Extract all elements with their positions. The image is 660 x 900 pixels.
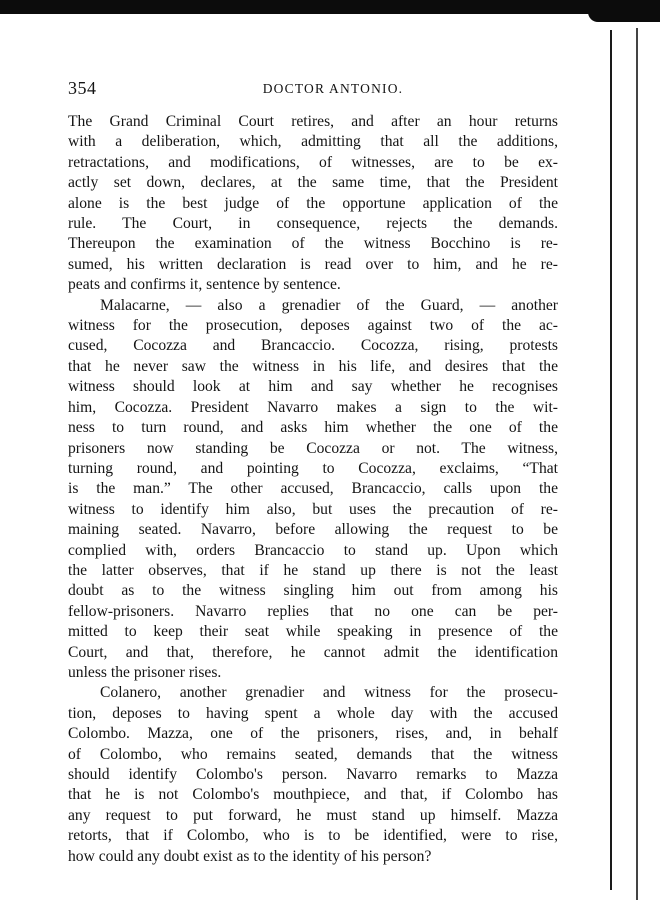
text-line: witness to identify him also, but uses the precaution of re-: [68, 500, 558, 518]
scan-top-corner: [588, 0, 660, 22]
text-line: complied with, orders Brancaccio to stand up. Upon which: [68, 541, 558, 559]
text-line: Court, and that, therefore, he cannot admit the identification: [68, 643, 558, 661]
text-line: any request to put forward, he must stand up himself. Mazza: [68, 806, 558, 824]
text-line: how could any doubt exist as to the identity of his person?: [68, 847, 432, 865]
text-line: turning round, and pointing to Cocozza, exclaims, “That: [68, 459, 558, 477]
text-line: of Colombo, who remains seated, demands that the witness: [68, 745, 558, 763]
text-line: that he is not Colombo's mouthpiece, and that, if Colombo has: [68, 786, 558, 804]
text-line: maining seated. Navarro, before allowing the request to be: [68, 521, 558, 539]
page-number: 354: [68, 78, 97, 98]
text-line: retorts, that if Colombo, who is to be identified, were to rise,: [68, 827, 558, 845]
running-title: DOCTOR ANTONIO.: [262, 81, 404, 96]
text-line: peats and confirms it, sentence by sentence.: [68, 276, 341, 294]
text-line: mitted to keep their seat while speaking in presence of the: [68, 623, 558, 641]
text-line: the latter observes, that if he stand up there is not the least: [68, 561, 558, 579]
text-line: him, Cocozza. President Navarro makes a sign to the wit-: [68, 398, 558, 416]
text-line: witness should look at him and say whether he recognises: [68, 378, 558, 396]
text-line: cused, Cocozza and Brancaccio. Cocozza, rising, protests: [68, 337, 558, 355]
text-line: Malacarne, — also a grenadier of the Guard, — another: [100, 296, 558, 314]
text-line: doubt as to the witness singling him out from among his: [68, 582, 558, 600]
text-line: sumed, his written declaration is read over to him, and he re-: [68, 255, 558, 273]
text-line: rule. The Court, in consequence, rejects the demands.: [68, 215, 558, 233]
book-page: [68, 78, 558, 867]
text-line: unless the prisoner rises.: [68, 663, 222, 681]
text-line: tion, deposes to having spent a whole day with the accused: [68, 704, 558, 722]
running-head: [68, 78, 558, 104]
text-line: should identify Colombo's person. Navarro remarks to Mazza: [68, 766, 558, 783]
scan-top-border: [0, 0, 660, 14]
text-line: prisoners now standing be Cocozza or not. The witness,: [68, 439, 558, 457]
text-line: with a deliberation, which, admitting that all the additions,: [68, 133, 558, 151]
text-line: ness to turn round, and asks him whether the one of the: [68, 419, 558, 437]
text-line: alone is the best judge of the opportune application of the: [68, 194, 558, 212]
text-line: witness for the prosecution, deposes against two of the ac-: [68, 317, 558, 335]
text-line: Thereupon the examination of the witness Bocchino is re-: [68, 235, 558, 253]
book-spine-edge: [636, 28, 638, 900]
text-line: that he never saw the witness in his life, and desires that the: [68, 357, 558, 375]
body-text: [68, 112, 558, 867]
text-line: retractations, and modifications, of witnesses, are to be ex-: [68, 153, 558, 171]
text-line: fellow-prisoners. Navarro replies that no one can be per-: [68, 602, 558, 620]
text-line: Colombo. Mazza, one of the prisoners, rises, and, in behalf: [68, 725, 558, 743]
paragraph: [68, 112, 558, 296]
text-line: Colanero, another grenadier and witness for the prosecu-: [100, 684, 558, 702]
text-line: actly set down, declares, at the same time, that the President: [68, 174, 558, 192]
paragraph: [68, 296, 558, 684]
text-line: is the man.” The other accused, Brancaccio, calls upon the: [68, 480, 558, 498]
page-edge-shadow: [610, 30, 612, 890]
paragraph: [68, 683, 558, 867]
text-line: The Grand Criminal Court retires, and after an hour returns: [68, 113, 558, 130]
